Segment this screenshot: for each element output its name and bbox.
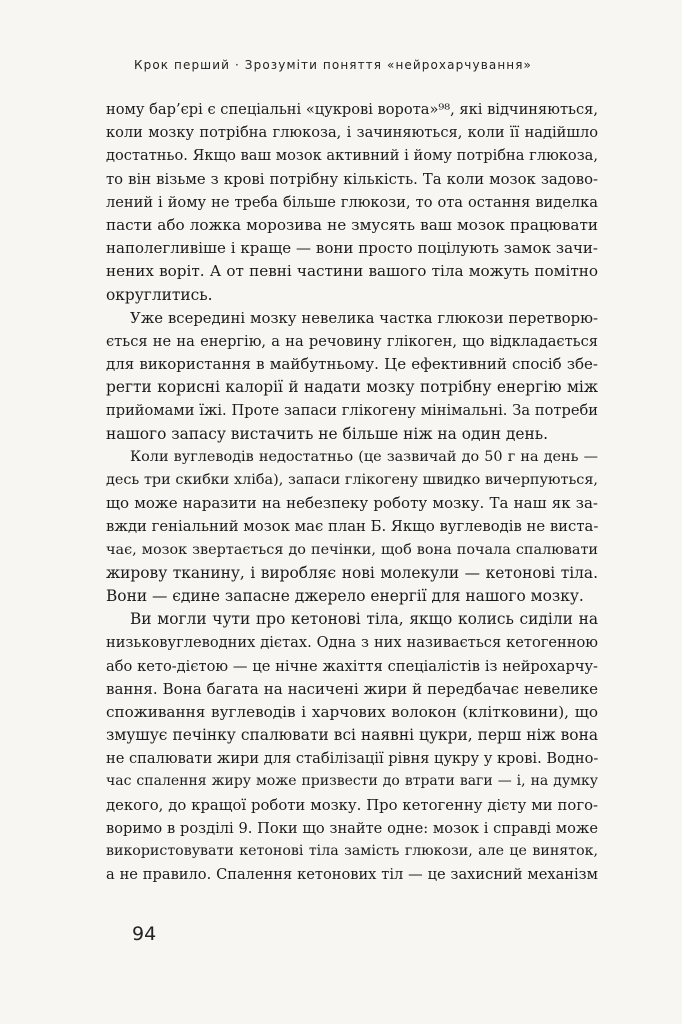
text-line: нашого запасу вистачить не більше ніж на один день.	[106, 424, 548, 443]
text-line: змушує печінку спалювати всі наявні цукри, перш ніж вона	[106, 726, 598, 745]
text-line: низьковуглеводних дієтах. Одна з них називається кетогенною	[106, 634, 598, 652]
text-line: для використання в майбутньому. Це ефективний спосіб збе-	[106, 355, 598, 374]
text-line: чає, мозок звертається до печінки, щоб вона почала спалювати	[106, 541, 598, 558]
page-number: 94	[132, 923, 157, 945]
text-line: прийомами їжі. Проте запаси глікогену мінімальні. За потреби	[106, 402, 598, 420]
text-line: ному бар’єрі є спеціальні «цукрові ворота»⁹⁸, які відчиняються,	[106, 101, 598, 118]
text-line: коли мозку потрібна глюкоза, і зачиняються, коли її надійшло	[106, 124, 598, 142]
text-line: воримо в розділі 9. Поки що знайте одне: мозок і справді може	[106, 819, 598, 837]
text-line: Уже всередині мозку невелика частка глюкози перетворю-	[130, 309, 598, 327]
text-line: декого, до кращої роботи мозку. Про кетогенну дієту ми пого-	[106, 796, 598, 814]
text-line: наполегливіше і краще — вони просто поцілують замок зачи-	[106, 239, 598, 258]
running-header: Крок перший · Зрозуміти поняття «нейрохарчування»	[134, 58, 532, 72]
text-line: пасти або ложка морозива не змусять ваш мозок працювати	[106, 215, 598, 234]
text-line: лений і йому не треба більше глюкози, то ота остання виделка	[106, 193, 598, 211]
text-line: час спалення жиру може призвести до втрати ваги — і, на думку	[106, 773, 598, 790]
text-line: споживання вуглеводів і харчових волокон (клітковини), що	[106, 702, 598, 721]
text-line: достатньо. Якщо ваш мозок активний і йому потрібна глюкоза,	[106, 147, 598, 165]
text-line: то він візьме з крові потрібну кількість. Та коли мозок задово-	[106, 170, 598, 188]
text-line: ється не на енергію, а на речовину глікоген, що відкладається	[106, 332, 598, 350]
text-line: жирову тканину, і виробляє нові молекули — кетонові тіла.	[106, 563, 598, 582]
text-line: нених воріт. А от певні частини вашого тіла можуть помітно	[106, 262, 598, 281]
text-line: регти корисні калорії й надати мозку потрібну енергію між	[106, 378, 598, 397]
text-line: Коли вуглеводів недостатньо (це зазвичай до 50 г на день —	[130, 448, 598, 465]
text-line: Вони — єдине запасне джерело енергії для нашого мозку.	[106, 586, 584, 605]
text-line: що може наразити на небезпеку роботу мозку. Та наш як за-	[106, 494, 598, 513]
text-line: округлитись.	[106, 285, 213, 304]
text-line: або кето-дієтою — це нічне жахіття спеціалістів із нейрохарчу-	[106, 657, 598, 675]
text-line: вжди геніальний мозок має план Б. Якщо вуглеводів не виста-	[106, 518, 599, 536]
text-line: Ви могли чути про кетонові тіла, якщо колись сиділи на	[130, 610, 598, 629]
text-line: використовувати кетонові тіла замість глюкози, але це виняток,	[106, 843, 598, 859]
text-line: не спалювати жири для стабілізації рівня цукру у крові. Водно-	[106, 750, 599, 768]
text-line: а не правило. Спалення кетонових тіл — це захисний механізм	[106, 866, 598, 884]
text-line: вання. Вона багата на насичені жири й передбачає невелике	[106, 679, 598, 698]
text-line: десь три скибки хліба), запаси глікогену швидко вичерпуються,	[106, 472, 598, 488]
body-text	[106, 98, 598, 886]
